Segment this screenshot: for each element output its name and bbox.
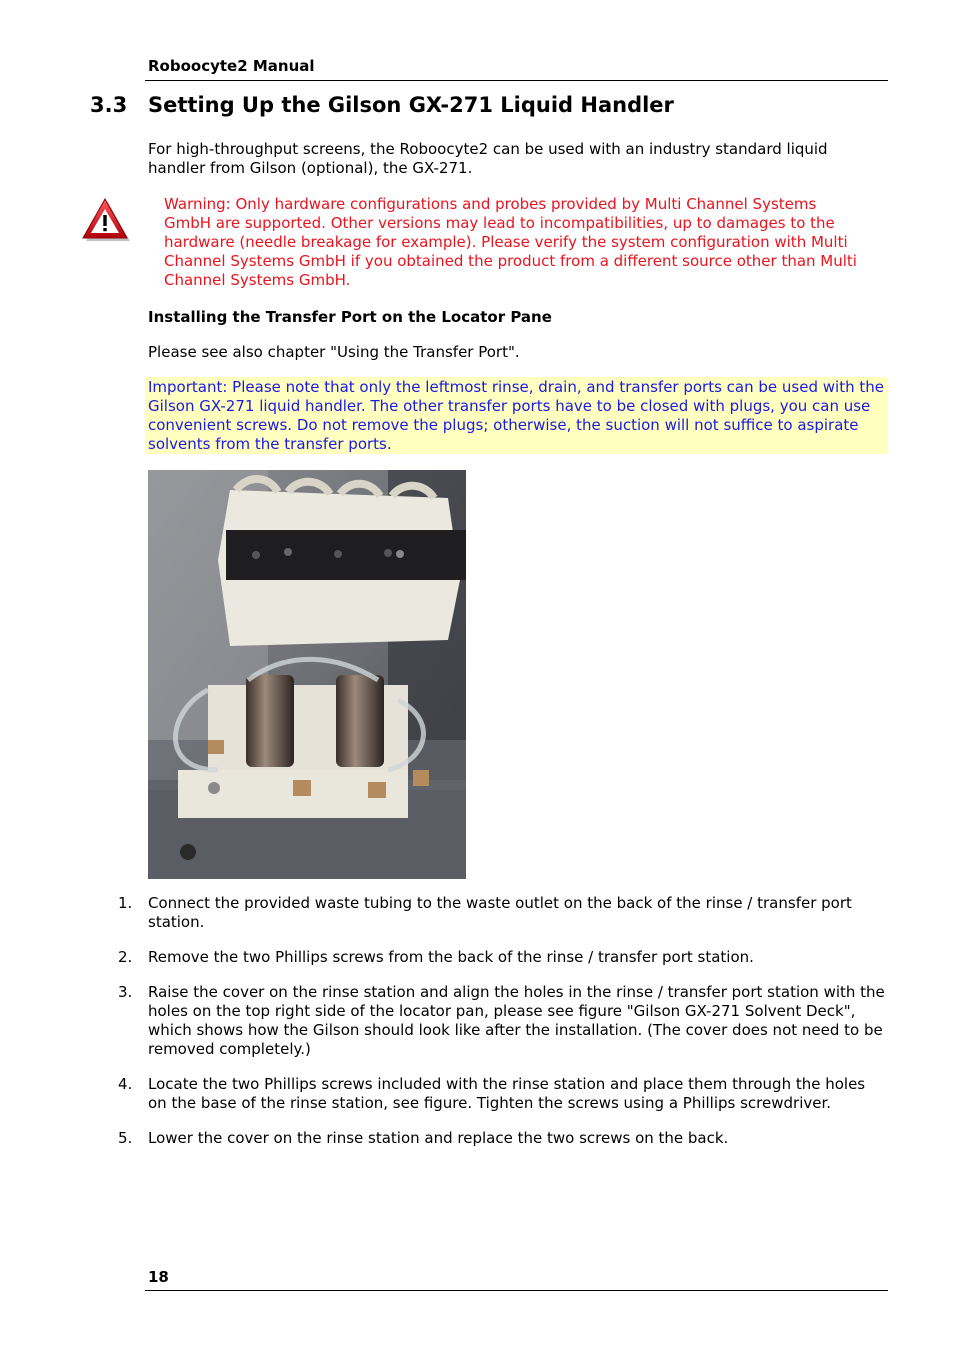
section-number: 3.3 [90, 93, 128, 117]
list-item-text: Lower the cover on the rinse station and replace the two screws on the back. [148, 1129, 729, 1147]
header-title: Roboocyte2 Manual [148, 57, 315, 75]
page-number: 18 [148, 1268, 169, 1286]
list-item-text: Raise the cover on the rinse station and align the holes in the rinse / transfer port station with the holes on the top right side of the locator pan, please see figure "Gilson GX-271 Solvent Deck", which shows how the Gilson should look like after the installation. (The cover does not need to be removed completely.) [148, 983, 885, 1058]
intro-paragraph: For high-throughput screens, the Roboocyte2 can be used with an industry standard liquid handler from Gilson (optional), the GX-271. [148, 140, 828, 177]
subheading: Installing the Transfer Port on the Locator Pane [148, 308, 552, 326]
list-item-text: Locate the two Phillips screws included with the rinse station and place them through the holes on the base of the rinse station, see figure. Tighten the screws using a Phillips screwdriver. [148, 1075, 866, 1112]
list-item-number: 3. [118, 983, 133, 1001]
list-item-number: 4. [118, 1075, 133, 1093]
section-title: Setting Up the Gilson GX-271 Liquid Handler [148, 93, 674, 117]
important-note-text: Important: Please note that only the leftmost rinse, drain, and transfer ports can be used with the Gilson GX-271 liquid handler. The other transfer ports have to be closed with plugs, you can use convenient screws. Do not remove the plugs; otherwise, the suction will not suffice to aspirate solvents from the transfer ports. [148, 378, 884, 453]
list-item-text: Connect the provided waste tubing to the waste outlet on the back of the rinse / transfer port station. [148, 894, 852, 931]
list-item-number: 1. [118, 894, 133, 912]
list-item-text: Remove the two Phillips screws from the back of the rinse / transfer port station. [148, 948, 754, 966]
warning-text: Warning: Only hardware configurations and probes provided by Multi Channel Systems GmbH are supported. Other versions may lead to incompatibilities, up to damages to the hardware (needle breakage for example). Please verify the system configuration with Multi Channel Systems GmbH if you obtained the product from a different source other than Multi Channel Systems GmbH. [164, 195, 857, 289]
header-divider [145, 80, 888, 81]
see-also-paragraph: Please see also chapter "Using the Transfer Port". [148, 343, 520, 361]
footer-divider [145, 1290, 888, 1291]
rinse-station-photo [148, 470, 466, 879]
list-item-number: 2. [118, 948, 133, 966]
list-item-number: 5. [118, 1129, 133, 1147]
warning-triangle-icon [80, 196, 132, 246]
